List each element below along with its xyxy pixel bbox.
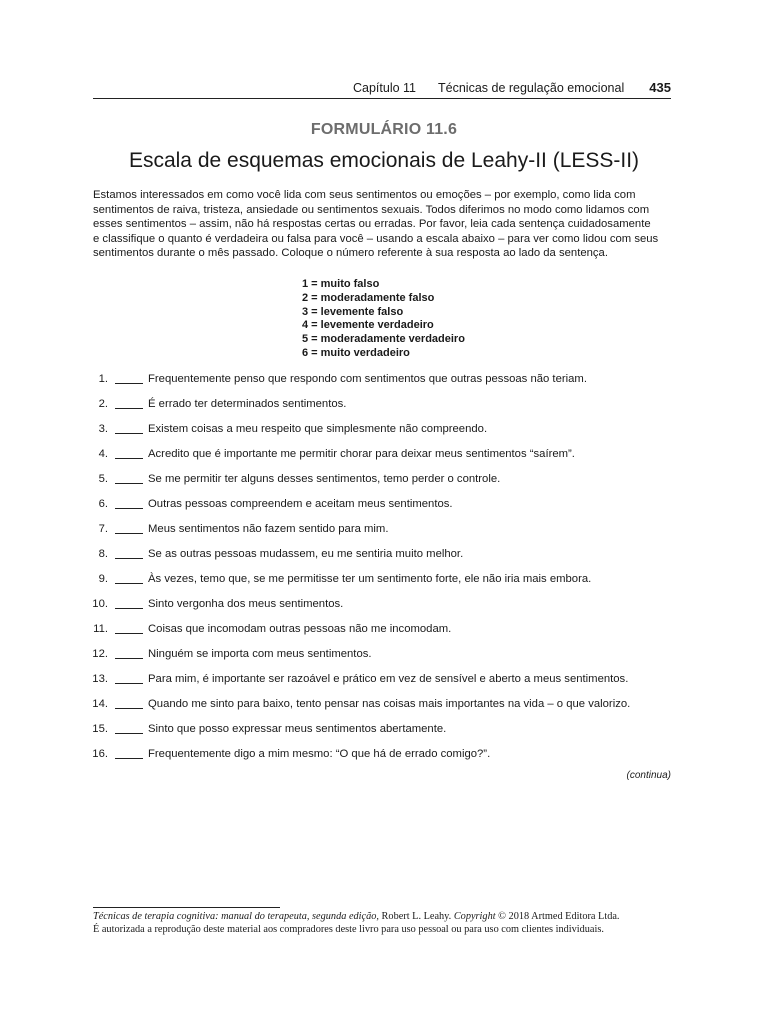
intro-line: esses sentimentos – assim, não há respostas certas ou erradas. Por favor, leia cada sentença cuidadosamente [93,218,651,231]
questionnaire-item [90,722,690,747]
copyright-holder: © 2018 Artmed Editora Ltda. [495,911,620,922]
answer-blank[interactable] [115,608,143,609]
answer-blank[interactable] [115,633,143,634]
questionnaire-item [90,672,690,697]
intro-line: sentimentos de raiva, tristeza, ansiedade ou sentimentos sexuais. Todos diferimos no modo como lidamos com [93,203,650,216]
item-text: Sinto vergonha dos meus sentimentos. [148,598,344,610]
answer-blank[interactable] [115,583,143,584]
item-text: Acredito que é importante me permitir chorar para deixar meus sentimentos “saírem”. [148,448,575,460]
scale-option: 5 = moderadamente verdadeiro [302,333,465,346]
item-number: 1. [98,373,108,385]
item-number: 16. [92,748,108,760]
page-number: 435 [649,80,671,95]
footnote-line-1 [93,911,683,924]
answer-blank[interactable] [115,458,143,459]
running-header [93,80,671,99]
item-number: 4. [98,448,108,460]
footnote-line-2: É autorizada a reprodução deste material aos compradores deste livro para uso pessoal ou para uso com clientes individuais. [93,923,604,935]
questionnaire-item [90,422,690,447]
item-text: Se me permitir ter alguns desses sentimentos, temo perder o controle. [148,473,501,485]
answer-blank[interactable] [115,558,143,559]
answer-blank[interactable] [115,433,143,434]
item-text: Frequentemente digo a mim mesmo: “O que há de errado comigo?”. [148,748,491,760]
item-number: 8. [98,548,108,560]
questionnaire-items [90,372,690,772]
answer-blank[interactable] [115,533,143,534]
scale-option: 4 = levemente verdadeiro [302,319,434,332]
item-text: Outras pessoas compreendem e aceitam meus sentimentos. [148,498,453,510]
item-number: 9. [98,573,108,585]
chapter-subject: Técnicas de regulação emocional [438,81,625,95]
copyright-word: Copyright [453,911,496,922]
item-text: Sinto que posso expressar meus sentimentos abertamente. [148,723,447,735]
questionnaire-item [90,547,690,572]
item-number: 11. [93,623,108,635]
questionnaire-item [90,647,690,672]
item-number: 15. [92,723,108,735]
footnote [93,911,683,937]
scale-option: 3 = levemente falso [302,305,404,318]
answer-blank[interactable] [115,383,143,384]
questionnaire-item [90,472,690,497]
item-text: É errado ter determinados sentimentos. [148,398,347,410]
chapter-label: Capítulo 11 [353,81,417,95]
item-number: 7. [98,523,108,535]
book-title: Técnicas de terapia cognitiva: manual do terapeuta, segunda edição, [93,911,379,922]
item-text: Se as outras pessoas mudassem, eu me sentiria muito melhor. [148,548,464,560]
item-number: 13. [92,673,108,685]
answer-blank[interactable] [115,708,143,709]
item-text: Às vezes, temo que, se me permitisse ter um sentimento forte, ele não iria mais embora. [148,573,592,585]
questionnaire-item [90,697,690,722]
footnote-rule [93,907,280,908]
item-number: 14. [92,698,108,710]
questionnaire-item [90,572,690,597]
item-number: 12. [92,648,108,660]
questionnaire-item [90,747,690,772]
intro-line: sentimentos durante o mês passado. Coloque o número referente à sua resposta ao lado da sentença. [93,247,608,260]
form-title: Escala de esquemas emocionais de Leahy-II (LESS-II) [128,149,640,172]
scale-option: 2 = moderadamente falso [302,291,435,304]
item-text: Frequentemente penso que respondo com sentimentos que outras pessoas não teriam. [148,373,587,385]
intro-line: Estamos interessados em como você lida com seus sentimentos ou emoções – por exemplo, como lida com [93,189,636,201]
answer-blank[interactable] [115,408,143,409]
questionnaire-item [90,597,690,622]
answer-blank[interactable] [115,683,143,684]
scale-option: 6 = muito verdadeiro [302,346,410,359]
intro-paragraph [93,188,675,261]
rating-scale [302,278,465,361]
item-text: Quando me sinto para baixo, tento pensar nas coisas mais importantes na vida – o que valorizo. [148,698,631,710]
item-number: 2. [98,398,108,410]
item-number: 6. [98,498,108,510]
questionnaire-item [90,622,690,647]
answer-blank[interactable] [115,658,143,659]
item-text: Coisas que incomodam outras pessoas não me incomodam. [148,623,452,635]
item-text: Para mim, é importante ser razoável e prático em vez de sensível e aberto a meus sentimentos. [148,673,629,685]
item-number: 3. [98,423,108,435]
answer-blank[interactable] [115,508,143,509]
form-label: FORMULÁRIO 11.6 [310,121,458,138]
continued-note: (continua) [626,770,671,781]
intro-line: e classifique o quanto é verdadeira ou falsa para você – usando a escala abaixo – para ver como lidou com seus [93,232,659,245]
item-text: Existem coisas a meu respeito que simplesmente não compreendo. [148,423,488,435]
answer-blank[interactable] [115,758,143,759]
questionnaire-item [90,397,690,422]
questionnaire-item [90,372,690,397]
questionnaire-item [90,497,690,522]
questionnaire-item [90,447,690,472]
scale-option: 1 = muito falso [302,278,380,290]
questionnaire-item [90,522,690,547]
answer-blank[interactable] [115,483,143,484]
item-text: Meus sentimentos não fazem sentido para mim. [148,523,389,535]
item-number: 5. [98,473,108,485]
answer-blank[interactable] [115,733,143,734]
item-number: 10. [92,598,108,610]
book-author: Robert L. Leahy. [378,911,454,922]
item-text: Ninguém se importa com meus sentimentos. [148,648,372,660]
